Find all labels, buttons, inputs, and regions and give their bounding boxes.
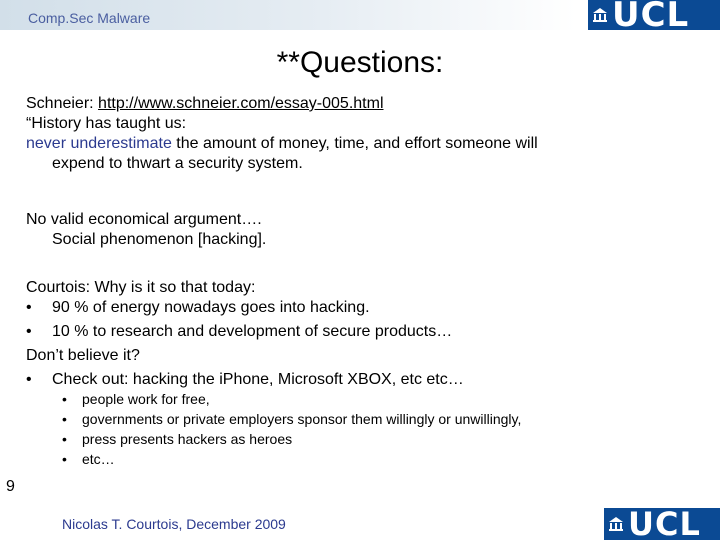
schneier-line	[26, 94, 384, 114]
sub-bullet-item	[62, 390, 210, 408]
social-phenomenon: Social phenomenon [hacking].	[52, 231, 267, 248]
slide-title: **Questions:	[276, 46, 444, 79]
bullet-item	[26, 322, 452, 342]
schneier-prefix: Schneier:	[26, 95, 99, 112]
ucl-logo-top	[588, 0, 720, 35]
bullet-dot: •	[62, 411, 67, 427]
portico-icon	[604, 508, 628, 540]
bullet-dot: •	[62, 451, 67, 467]
economic-argument: No valid economical argument….	[26, 211, 262, 228]
bullet-dot: •	[62, 391, 67, 407]
bullet-item	[26, 298, 370, 318]
page-number: 9	[6, 478, 15, 495]
course-title: Comp.Sec Malware	[28, 10, 151, 26]
quote-start: “History has taught us:	[26, 115, 187, 132]
bullet-dot: •	[26, 299, 32, 316]
portico-icon	[588, 0, 612, 30]
sub-bullet-text: governments or private employers sponsor them willingly or unwillingly,	[82, 411, 522, 427]
logo-text: UCL	[628, 505, 701, 543]
bullet-text: 10 % to research and development of secure products…	[52, 323, 453, 340]
bullet-dot: •	[26, 323, 32, 340]
bullet-item	[26, 370, 464, 390]
sub-bullet-text: people work for free,	[82, 391, 210, 407]
sub-bullet-item	[62, 410, 521, 428]
quote-rest: the amount of money, time, and effort someone will	[171, 135, 538, 152]
sub-bullet-text: etc…	[82, 451, 115, 467]
quote-line	[26, 134, 538, 154]
quote-continuation: expend to thwart a security system.	[52, 155, 303, 172]
bullet-text: Check out: hacking the iPhone, Microsoft XBOX, etc etc…	[52, 371, 464, 388]
bullet-dot: •	[62, 431, 67, 447]
sub-bullet-item	[62, 430, 292, 448]
logo-text: UCL	[612, 0, 690, 35]
footer-author: Nicolas T. Courtois, December 2009	[62, 516, 286, 532]
quote-highlight: never underestimate	[26, 135, 172, 152]
sub-bullet-item	[62, 450, 115, 468]
sub-bullet-text: press presents hackers as heroes	[82, 431, 293, 447]
dont-believe: Don’t believe it?	[26, 347, 140, 364]
bullet-dot: •	[26, 371, 32, 388]
bullet-text: 90 % of energy nowadays goes into hacking.	[52, 299, 370, 316]
schneier-link[interactable]: http://www.schneier.com/essay-005.html	[98, 95, 384, 112]
courtois-question: Courtois: Why is it so that today:	[26, 279, 256, 296]
ucl-logo-bottom	[604, 505, 720, 543]
